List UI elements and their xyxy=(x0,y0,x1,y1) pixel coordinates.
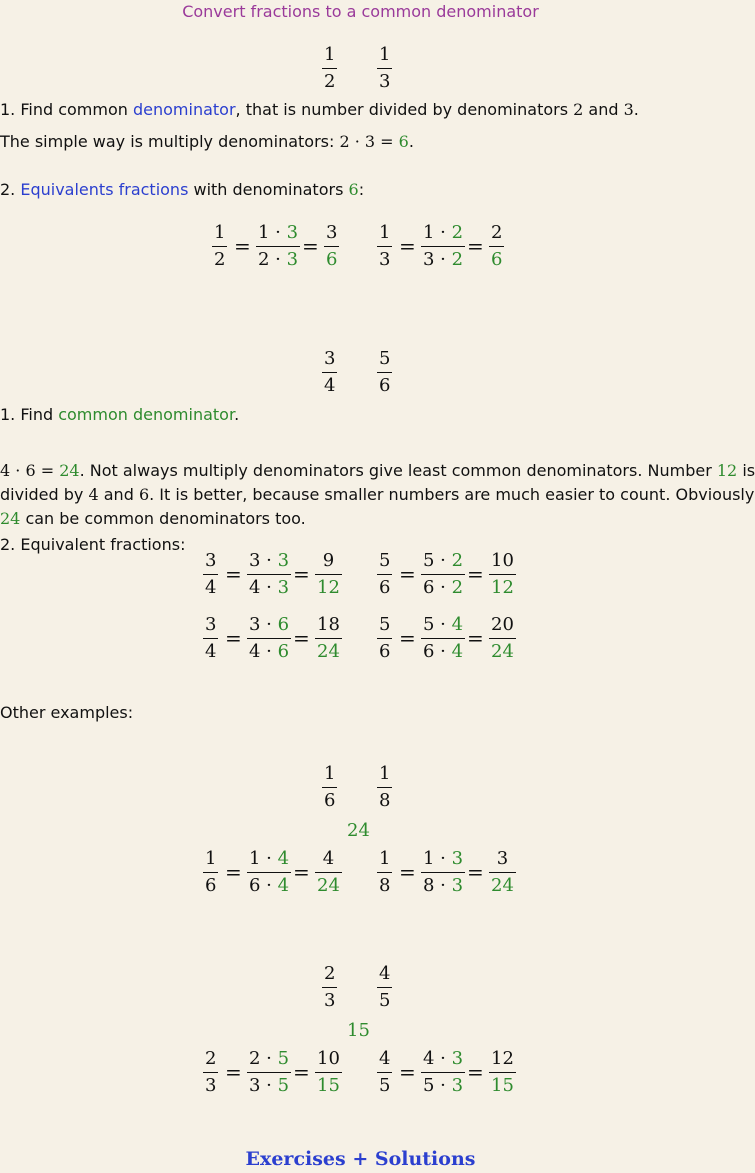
numerator: 1 xyxy=(324,44,336,65)
other-examples-label: Other examples: xyxy=(0,703,134,722)
fraction: 2 6 xyxy=(491,222,503,270)
page-title: Convert fractions to a common denominator xyxy=(182,2,539,21)
equals-sign: = xyxy=(399,234,416,258)
equals-sign: = xyxy=(234,234,251,258)
equals-sign: = xyxy=(293,626,310,650)
equals-sign: = xyxy=(467,626,484,650)
equals-sign: = xyxy=(225,562,242,586)
step1-text: 1. Find common denominator, that is number divided by denominators 2 and 3. xyxy=(0,100,639,119)
fraction: 1 2 xyxy=(214,222,226,270)
simple-way-text: The simple way is multiply denominators: 2 · 3 = 6. xyxy=(0,132,414,151)
fraction: 3 6 xyxy=(326,222,338,270)
fraction: 1 3 xyxy=(379,222,391,270)
explanation-line-2: divided by 4 and 6. It is better, because smaller numbers are much easier to count. Obviously xyxy=(0,485,755,504)
common-denominator-value: 15 xyxy=(347,1020,370,1041)
exercises-solutions-link[interactable]: Exercises + Solutions xyxy=(245,1148,476,1170)
fraction: 3 4 xyxy=(324,348,336,396)
equals-sign: = xyxy=(293,860,310,884)
denominator-link[interactable]: denominator xyxy=(133,100,236,119)
fraction xyxy=(377,44,392,93)
explanation-line-3: 24 can be common denominators too. xyxy=(0,509,306,528)
equals-sign: = xyxy=(302,234,319,258)
fraction: 1 · 3 2 · 3 xyxy=(258,222,299,270)
step1-text-ex2: 1. Find common denominator. xyxy=(0,405,240,424)
fraction: 1 6 xyxy=(324,763,336,811)
fraction: 4 5 xyxy=(379,963,391,1011)
fraction xyxy=(322,44,337,93)
equals-sign: = xyxy=(225,860,242,884)
equals-sign: = xyxy=(467,860,484,884)
equals-sign: = xyxy=(293,1060,310,1084)
explanation-line-1: 4 · 6 = 24. Not always multiply denominators give least common denominators. Number 12 is xyxy=(0,461,755,480)
denominator: 3 xyxy=(379,71,391,92)
equals-sign: = xyxy=(467,562,484,586)
equals-sign: = xyxy=(293,562,310,586)
fraction-bar xyxy=(322,68,337,69)
step2-text: 2. Equivalents fractions with denominators 6: xyxy=(0,180,365,199)
step2-text-ex2: 2. Equivalent fractions: xyxy=(0,535,186,554)
common-denominator-value: 24 xyxy=(347,820,370,841)
numerator: 1 xyxy=(379,44,391,65)
equals-sign: = xyxy=(225,1060,242,1084)
equivalent-fractions-link[interactable]: Equivalents fractions xyxy=(20,180,189,199)
equals-sign: = xyxy=(467,1060,484,1084)
equals-sign: = xyxy=(467,234,484,258)
fraction: 2 3 xyxy=(324,963,336,1011)
fraction: 1 · 2 3 · 2 xyxy=(423,222,464,270)
fraction-bar xyxy=(377,68,392,69)
equals-sign: = xyxy=(225,626,242,650)
equals-sign: = xyxy=(399,860,416,884)
equals-sign: = xyxy=(399,626,416,650)
fraction: 5 6 xyxy=(379,348,391,396)
common-denominator-link[interactable]: common denominator xyxy=(58,405,235,424)
equals-sign: = xyxy=(399,562,416,586)
denominator: 2 xyxy=(324,71,336,92)
equals-sign: = xyxy=(399,1060,416,1084)
fraction: 1 8 xyxy=(379,763,391,811)
